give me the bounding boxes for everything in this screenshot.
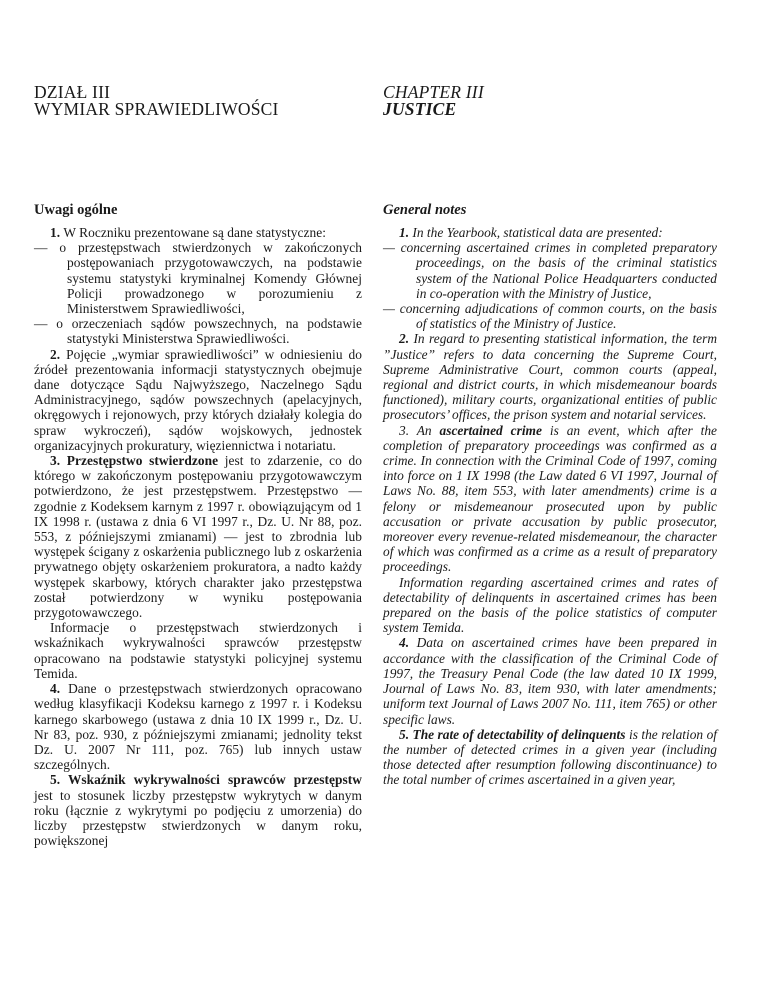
chapter-number-en: CHAPTER III (383, 82, 484, 102)
list-item: — concerning ascertained crimes in completed preparatory proceedings, on the basis of the criminal statistics system of the National Police Headquarters conducted in co-operation with the Ministry of Justice, (383, 240, 717, 301)
section-title-pl: Uwagi ogólne (34, 202, 118, 218)
list-item: — concerning adjudications of common courts, on the basis of statistics of the Ministry of Justice. (383, 301, 717, 332)
section-title-en: General notes (383, 202, 467, 218)
paragraph-4-en: 4. Data on ascertained crimes have been prepared in accordance with the classification of the Criminal Code of 1997, the Treasury Penal Code (the law dated 10 IX 1999, Journal of Laws No. 83, item 930, with later amendments; uniform text Journal of Laws 2007 No. 111, item 765) or other specific laws. (383, 635, 717, 727)
chapter-number-pl: DZIAŁ III (34, 82, 111, 102)
paragraph-4-pl: 4. Dane o przestępstwach stwierdzonych opracowano według klasyfikacji Kodeksu karnego z 1997 r. i Kodeksu karnego skarbowego (ustawa z dnia 10 IX 1999 r., Dz. U. Nr 83, poz. 930, z późniejszymi zmianami; jednolity tekst Dz. U. 2007 Nr 111, poz. 765) lub innych ustaw szczególnych. (34, 681, 362, 773)
term-bold: ascertained crime (439, 422, 542, 438)
paragraph-number: 2. (50, 346, 61, 362)
paragraph-5-pl: 5. Wskaźnik wykrywalności sprawców przestępstw jest to stosunek liczby przestępstw wykrytych w danym roku (łącznie z wykrytymi po podjęciu z umorzenia) do liczby przestępstw stwierdzonych w danym roku, powiększonej (34, 772, 362, 849)
chapter-title-en: JUSTICE (383, 99, 457, 119)
notes-text-pl (34, 225, 362, 848)
paragraph-2-en: 2. In regard to presenting statistical information, the term ”Justice” refers to data concerning the Supreme Court, Supreme Administrative Court, common courts (appeal, regional and district courts, in which misdemeanour boards functioned), military courts, organizational entities of public prosecutors’ offices, the prison system and notarial services. (383, 331, 717, 423)
general-notes-pl (34, 202, 362, 848)
paragraph-number: 1. (399, 225, 410, 240)
paragraph-1-en: 1. In the Yearbook, statistical data are presented: (399, 225, 663, 240)
english-column (383, 84, 717, 788)
list-item: — o orzeczeniach sądów powszechnych, na podstawie statystyki Ministerstwa Sprawiedliwości. (34, 316, 362, 347)
chapter-heading-pl (34, 84, 362, 118)
list-item: — o przestępstwach stwierdzonych w zakończonych postępowaniach przygotowawczych, na podstawie systemu statystyki kryminalnej Komendy Głównej Policji prowadzonego w porozumieniu z Ministerstwem Sprawiedliwości, (34, 240, 362, 317)
term-bold: 5. The rate of detectability of delinquents (399, 726, 626, 742)
paragraph-number: 4. (399, 635, 410, 651)
paragraph-3b-pl: Informacje o przestępstwach stwierdzonych i wskaźnikach wykrywalności sprawców przestępstw opracowano na podstawie statystyki policyjnej systemu Temida. (34, 620, 362, 681)
paragraph-3-en: 3. An ascertained crime is an event, which after the completion of preparatory proceedings was confirmed as a crime. In connection with the Criminal Code of 1997, coming into force on 1 IX 1998 (the Law dated 6 VI 1997, Journal of Laws No. 88, item 553, with later amendments) crime is a felony or misdemeanour prosecuted upon by public accusation or private accusation by public prosecutor, moreover every revenue-related misdemeanour, the character of which was confirmed as a crime as a result of preparatory proceedings. (383, 422, 717, 575)
term-bold: 5. Wskaźnik wykrywalności sprawców przestępstw (50, 772, 362, 788)
paragraph-number: 1. (50, 225, 61, 240)
notes-text-en (383, 225, 717, 788)
paragraph-3-pl: 3. Przestępstwo stwierdzone jest to zdarzenie, co do którego w zakończonym postępowaniu przygotowawczym potwierdzono, że jest przestępstwem. Przestępstwo — zgodnie z Kodeksem karnym z 1997 r. obowiązującym od 1 IX 1998 r. (ustawa z dnia 6 VI 1997 r., Dz. U. Nr 88, poz. 553, z późniejszymi zmianami) — jest to zbrodnia lub występek ścigany z oskarżenia publicznego lub z oskarżenia prywatnego objęty oskarżeniem prokuratora, a nadto każdy występek skarbowy, których charakter jako przestępstwa został potwierdzony w wyniku postępowania przygotowawczego. (34, 453, 363, 621)
paragraph-2-pl: 2. Pojęcie „wymiar sprawiedliwości” w odniesieniu do źródeł prezentowania informacji statystycznych obejmuje dane dotyczące Sądu Najwyższego, Naczelnego Sądu Administracyjnego, sądów powszechnych (apelacyjnych, okręgowych i rejonowych, przy których działały kolegia do spraw wykroczeń), sądów wojskowych, jednostek organizacyjnych prokuratury, więziennictwa i notariatu. (34, 346, 362, 453)
chapter-title-pl: WYMIAR SPRAWIEDLIWOŚCI (34, 99, 279, 119)
general-notes-en (383, 202, 717, 788)
chapter-heading-en (383, 84, 717, 118)
polish-column (34, 84, 362, 848)
paragraph-3b-en: Information regarding ascertained crimes and rates of detectability of delinquents in ascertained crimes has been prepared on the basis of the police statistics of computer system Temida. (383, 574, 717, 636)
paragraph-number: 4. (50, 681, 61, 697)
paragraph-number: 2. (399, 331, 410, 347)
paragraph-1-pl: 1. W Roczniku prezentowane są dane statystyczne: (50, 225, 326, 240)
term-bold: 3. Przestępstwo stwierdzone (50, 453, 219, 469)
paragraph-5-en: 5. The rate of detectability of delinquents is the relation of the number of detected crimes in a given year (including those detected after resumption following discontinuance) to the total number of crimes ascertained in a given year, (383, 726, 717, 788)
